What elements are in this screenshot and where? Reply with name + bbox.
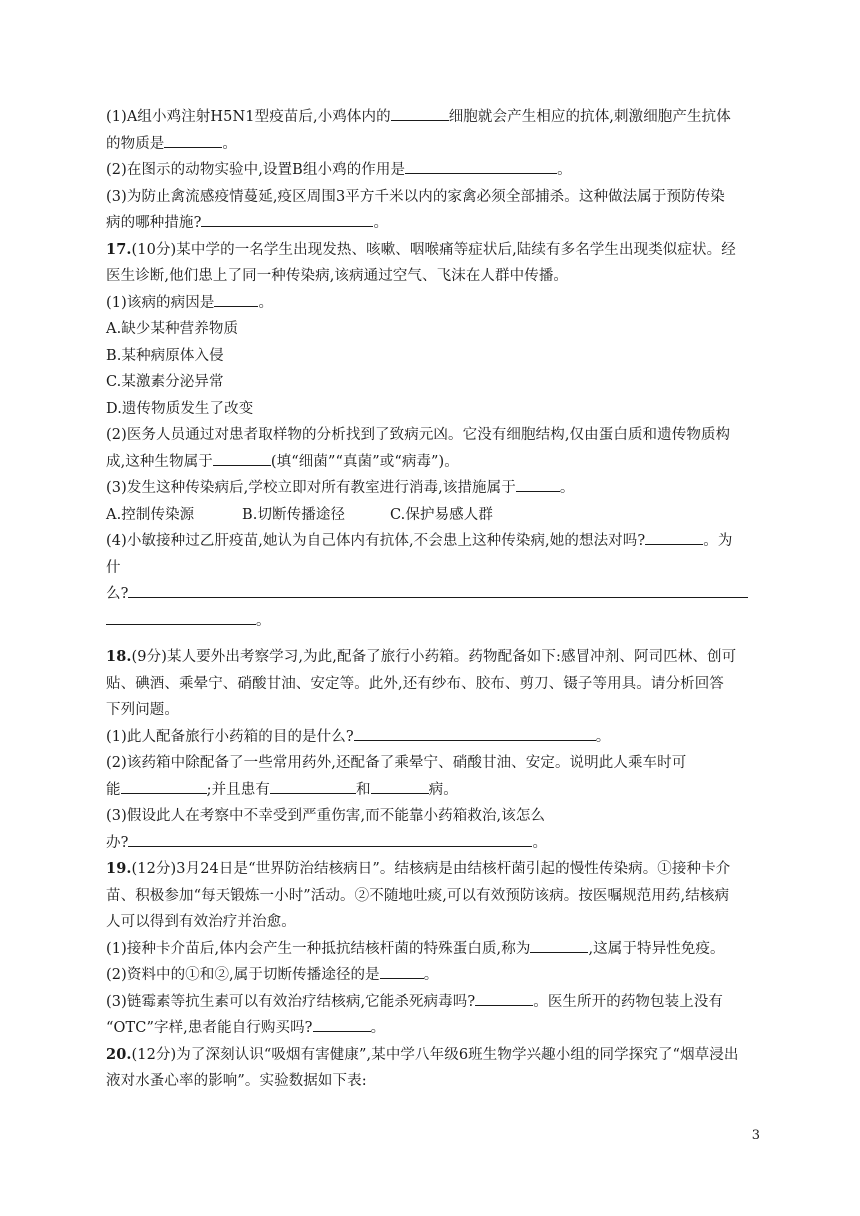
text: (3)假设此人在考察中不幸受到严重伤害,而不能靠小药箱救治,该怎么: [106, 808, 546, 824]
text: (3)为防止禽流感疫情蔓延,疫区周围3平方千米以内的家禽必须全部捕杀。这种做法属于预防传染: [106, 188, 725, 205]
question-number: 17.: [106, 240, 132, 258]
text: 么?: [106, 586, 129, 602]
q18-line-7: [106, 803, 756, 830]
option-a: A.控制传染源: [106, 506, 195, 523]
text: 能: [106, 781, 121, 798]
text: 液对水蚤心率的影响”。实验数据如下表:: [106, 1073, 367, 1089]
text: A.缺少某种营养物质: [106, 321, 239, 337]
q18-line-8: [106, 830, 756, 857]
text: 办?: [106, 834, 129, 851]
text: “OTC”字样,患者能自行购买吗?: [106, 1020, 313, 1036]
text: 。: [557, 162, 572, 178]
text: (1)此人配备旅行小药箱的目的是什么?: [106, 728, 354, 745]
q16-line-3: [106, 157, 756, 184]
answer-blank[interactable]: [645, 528, 703, 545]
answer-blank[interactable]: [128, 581, 748, 598]
q16-line-1: [106, 104, 756, 131]
q17-line-12: [106, 528, 756, 555]
text: 病。: [428, 781, 458, 798]
text: 医生诊断,他们患上了同一种传染病,该病通过空气、飞沫在人群中传播。: [106, 268, 569, 284]
q16-line-5: [106, 210, 756, 237]
answer-blank[interactable]: [380, 962, 424, 979]
q17-line-15: [106, 608, 756, 635]
text: B.某种病原体入侵: [106, 347, 224, 364]
q19-line-6: [106, 989, 756, 1016]
q19-line-7: [106, 1015, 756, 1042]
text: ;并且患有: [206, 781, 270, 798]
text: 。: [559, 480, 575, 496]
text: 。: [373, 215, 389, 231]
q19-line-5: [106, 962, 756, 989]
answer-blank[interactable]: [405, 157, 557, 174]
page-number: 3: [751, 1128, 760, 1143]
text: 的物质是: [106, 135, 165, 152]
text: (2)资料中的①和②,属于切断传播途径的是: [106, 967, 380, 983]
answer-blank[interactable]: [313, 1015, 371, 1032]
q17-line-8: [106, 422, 756, 449]
q17-line-13: [106, 555, 756, 582]
q17-line-3: [106, 290, 756, 317]
text: 和: [356, 781, 371, 798]
text: 什: [106, 559, 121, 576]
q16-line-4: [106, 184, 756, 211]
text: (2)在图示的动物实验中,设置B组小鸡的作用是: [106, 162, 406, 178]
q18-line-2: [106, 671, 756, 698]
answer-blank[interactable]: [354, 724, 596, 741]
answer-blank[interactable]: [121, 777, 207, 794]
option-c: [106, 369, 756, 396]
text: ,这属于特异性免疫。: [588, 940, 725, 957]
text: 贴、碘酒、乘晕宁、硝酸甘油、安定等。此外,还有纱布、胶布、剪刀、镊子等用具。请分析回答: [106, 675, 724, 692]
q18-line-1: [106, 644, 756, 671]
text: 下列问题。: [106, 702, 179, 718]
text: D.遗传物质发生了改变: [106, 400, 254, 417]
q17-line-2: [106, 263, 756, 290]
answer-blank[interactable]: [475, 989, 533, 1006]
answer-blank[interactable]: [128, 830, 532, 847]
q18-line-5: [106, 750, 756, 777]
text: (4)小敏接种过乙肝疫苗,她认为自己体内有抗体,不会患上这种传染病,她的想法对吗?: [106, 533, 646, 549]
option-d: [106, 396, 756, 423]
q16-line-2: [106, 131, 756, 158]
q20-line-1: [106, 1042, 756, 1069]
q18-line-4: [106, 724, 756, 751]
text: 病的哪种措施?: [106, 215, 202, 231]
q18-line-3: [106, 697, 756, 724]
answer-blank[interactable]: [530, 936, 588, 953]
answer-blank[interactable]: [516, 475, 560, 492]
answer-blank[interactable]: [106, 608, 256, 625]
text: 。医生所开的药物包装上没有: [533, 993, 724, 1010]
text: (1)A组小鸡注射H5N1型疫苗后,小鸡体内的: [106, 109, 391, 125]
text: 。: [222, 135, 238, 152]
answer-blank[interactable]: [371, 777, 429, 794]
text: 。: [423, 967, 439, 983]
option-c: C.保护易感人群: [390, 506, 493, 523]
text: (填“细菌”“真菌”或“病毒”)。: [270, 453, 459, 470]
text: (2)该药箱中除配备了一些常用药外,还配备了乘晕宁、硝酸甘油、安定。说明此人乘车时可: [106, 755, 687, 771]
text: 。: [532, 834, 548, 851]
text: 。: [258, 294, 274, 311]
text: C.某激素分泌异常: [106, 374, 224, 390]
q20-line-2: [106, 1068, 756, 1095]
q17-line-1: [106, 237, 756, 264]
text: (1)接种卡介苗后,体内会产生一种抵抗结核杆菌的特殊蛋白质,称为: [106, 940, 531, 957]
option-b: B.切断传播途径: [242, 506, 346, 523]
q19-line-1: [106, 856, 756, 883]
question-number: 18.: [106, 648, 132, 665]
text: 苗、积极参加“每天锻炼一小时”活动。②不随地吐痰,可以有效预防该病。按医嘱规范用药,结核病: [106, 887, 730, 904]
text: (2)医务人员通过对患者取样物的分析找到了致病元凶。它没有细胞结构,仅由蛋白质和遗传物质构: [106, 427, 731, 443]
text: 成,这种生物属于: [106, 453, 213, 470]
text: (12分)为了深刻认识“吸烟有害健康”,某中学八年级6班生物学兴趣小组的同学探究了“烟草浸出: [131, 1046, 739, 1063]
text: 。: [370, 1020, 386, 1036]
answer-blank[interactable]: [214, 290, 258, 307]
text: 。: [595, 728, 611, 745]
question-number: 19.: [106, 860, 132, 877]
text: (9分)某人要外出考察学习,为此,配备了旅行小药箱。药物配备如下:感冒冲剂、阿司匹林、创可: [131, 649, 737, 665]
q19-line-3: [106, 909, 756, 936]
answer-blank[interactable]: [391, 104, 449, 121]
text: (10分)某中学的一名学生出现发热、咳嗽、咽喉痛等症状后,陆续有多名学生出现类似症状。经: [131, 241, 736, 258]
text: 。为: [703, 533, 733, 549]
option-b: [106, 343, 756, 370]
answer-blank[interactable]: [201, 210, 373, 227]
answer-blank[interactable]: [164, 131, 222, 148]
text: 细胞就会产生相应的抗体,刺激细胞产生抗体: [448, 109, 731, 125]
text: 。: [256, 612, 271, 629]
answer-blank[interactable]: [213, 449, 271, 466]
q18-line-6: [106, 777, 756, 804]
q17-options-row: [106, 502, 756, 529]
text: (3)链霉素等抗生素可以有效治疗结核病,它能杀死病毒吗?: [106, 993, 476, 1010]
q17-line-14: [106, 581, 756, 608]
q19-line-4: [106, 936, 756, 963]
text: (1)该病的病因是: [106, 294, 215, 311]
q17-line-10: [106, 475, 756, 502]
text: 人可以得到有效治疗并治愈。: [106, 914, 296, 930]
question-content: [106, 104, 756, 1095]
text: (3)发生这种传染病后,学校立即对所有教室进行消毒,该措施属于: [106, 480, 516, 496]
text: (12分)3月24日是“世界防治结核病日”。结核病是由结核杆菌引起的慢性传染病。①接种卡介: [131, 861, 731, 877]
answer-blank[interactable]: [270, 777, 356, 794]
question-number: 20.: [106, 1045, 132, 1063]
q17-line-9: [106, 449, 756, 476]
option-a: [106, 316, 756, 343]
q19-line-2: [106, 883, 756, 910]
